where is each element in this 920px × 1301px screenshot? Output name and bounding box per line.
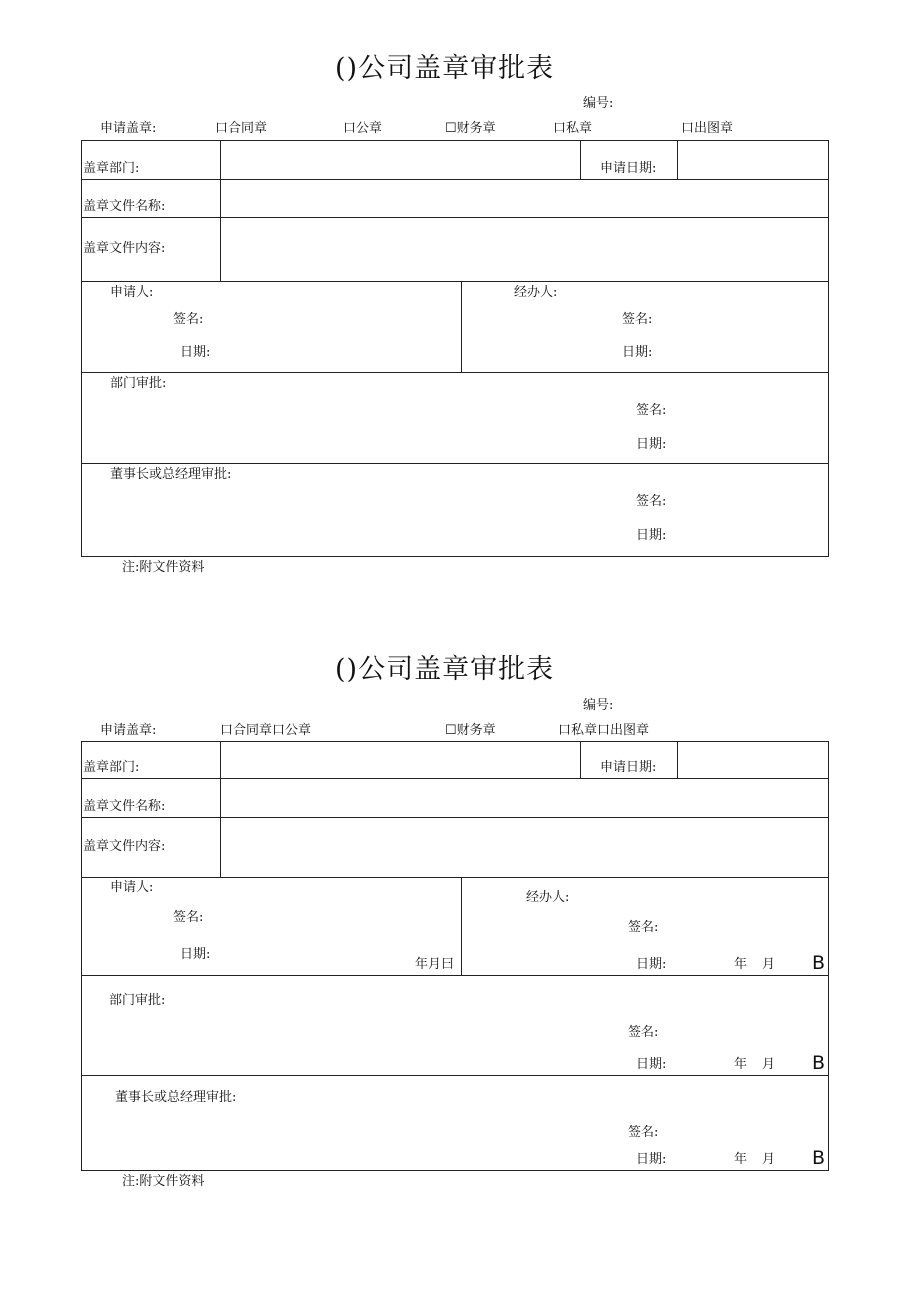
doc-name-label: 盖章文件名称:: [83, 199, 166, 214]
dept-approval-label: 部门审批:: [109, 993, 166, 1008]
chairman-sign-label: 签名:: [636, 494, 667, 509]
dept-sign-label: 签名:: [628, 1025, 659, 1040]
apply-date-label: 申请日期:: [600, 161, 657, 176]
dept-day-glyph: B: [812, 1052, 826, 1074]
seal-request-label: 申请盖章:: [100, 121, 157, 136]
number-label: 编号:: [583, 698, 614, 713]
doc-content-label: 盖章文件内容:: [83, 839, 166, 854]
applicant-sign-label: 签名:: [173, 910, 204, 925]
dept-date-label: 日期:: [636, 437, 667, 452]
chairman-date-label: 日期:: [636, 528, 667, 543]
department-label: 盖章部门:: [83, 760, 140, 775]
form-title: ()公司盖章审批表: [335, 654, 555, 685]
handler-label: 经办人:: [514, 285, 558, 300]
seal-option-drawing[interactable]: 口出图章: [681, 121, 734, 136]
seal-option-contract[interactable]: 口合同章: [215, 121, 268, 136]
handler-sign-label: 签名:: [628, 920, 659, 935]
chairman-day-glyph: B: [812, 1147, 826, 1169]
seal-option-finance[interactable]: ☐财务章: [445, 723, 496, 738]
handler-label: 经办人:: [526, 890, 570, 905]
dept-year-label: 年: [734, 1057, 748, 1072]
applicant-date-label: 日期:: [180, 345, 211, 360]
handler-day-glyph: B: [812, 952, 826, 974]
handler-sign-label: 签名:: [622, 312, 653, 327]
handler-date-label: 日期:: [636, 957, 667, 972]
doc-name-label: 盖章文件名称:: [83, 799, 166, 814]
chairman-approval-label: 董事长或总经理审批:: [110, 467, 232, 482]
note: 注:附文件资料: [122, 560, 205, 575]
dept-month-label: 月: [762, 1057, 776, 1072]
seal-request-label: 申请盖章:: [100, 723, 157, 738]
applicant-date-label: 日期:: [180, 947, 211, 962]
chairman-approval-label: 董事长或总经理审批:: [115, 1090, 237, 1105]
handler-date-label: 日期:: [622, 345, 653, 360]
number-label: 编号:: [583, 96, 614, 111]
seal-option-contract-official[interactable]: 口合同章口公章: [220, 723, 312, 738]
note: 注:附文件资料: [122, 1174, 205, 1189]
applicant-label: 申请人:: [110, 285, 154, 300]
dept-date-label: 日期:: [636, 1057, 667, 1072]
seal-option-finance[interactable]: ☐财务章: [445, 121, 496, 136]
handler-year-label: 年: [734, 957, 748, 972]
chairman-date-label: 日期:: [636, 1152, 667, 1167]
applicant-label: 申请人:: [110, 880, 154, 895]
form-title: ()公司盖章审批表: [335, 53, 555, 84]
doc-content-label: 盖章文件内容:: [83, 241, 166, 256]
applicant-sign-label: 签名:: [173, 312, 204, 327]
seal-option-private[interactable]: 口私章: [553, 121, 593, 136]
handler-month-label: 月: [762, 957, 776, 972]
applicant-date-ymd: 年月曰: [415, 957, 455, 972]
dept-approval-label: 部门审批:: [110, 376, 167, 391]
seal-option-official[interactable]: 口公章: [343, 121, 383, 136]
apply-date-label: 申请日期:: [600, 760, 657, 775]
dept-sign-label: 签名:: [636, 403, 667, 418]
chairman-year-label: 年: [734, 1152, 748, 1167]
chairman-sign-label: 签名:: [628, 1125, 659, 1140]
seal-option-private-drawing[interactable]: 口私章口出图章: [558, 723, 650, 738]
department-label: 盖章部门:: [83, 161, 140, 176]
chairman-month-label: 月: [762, 1152, 776, 1167]
